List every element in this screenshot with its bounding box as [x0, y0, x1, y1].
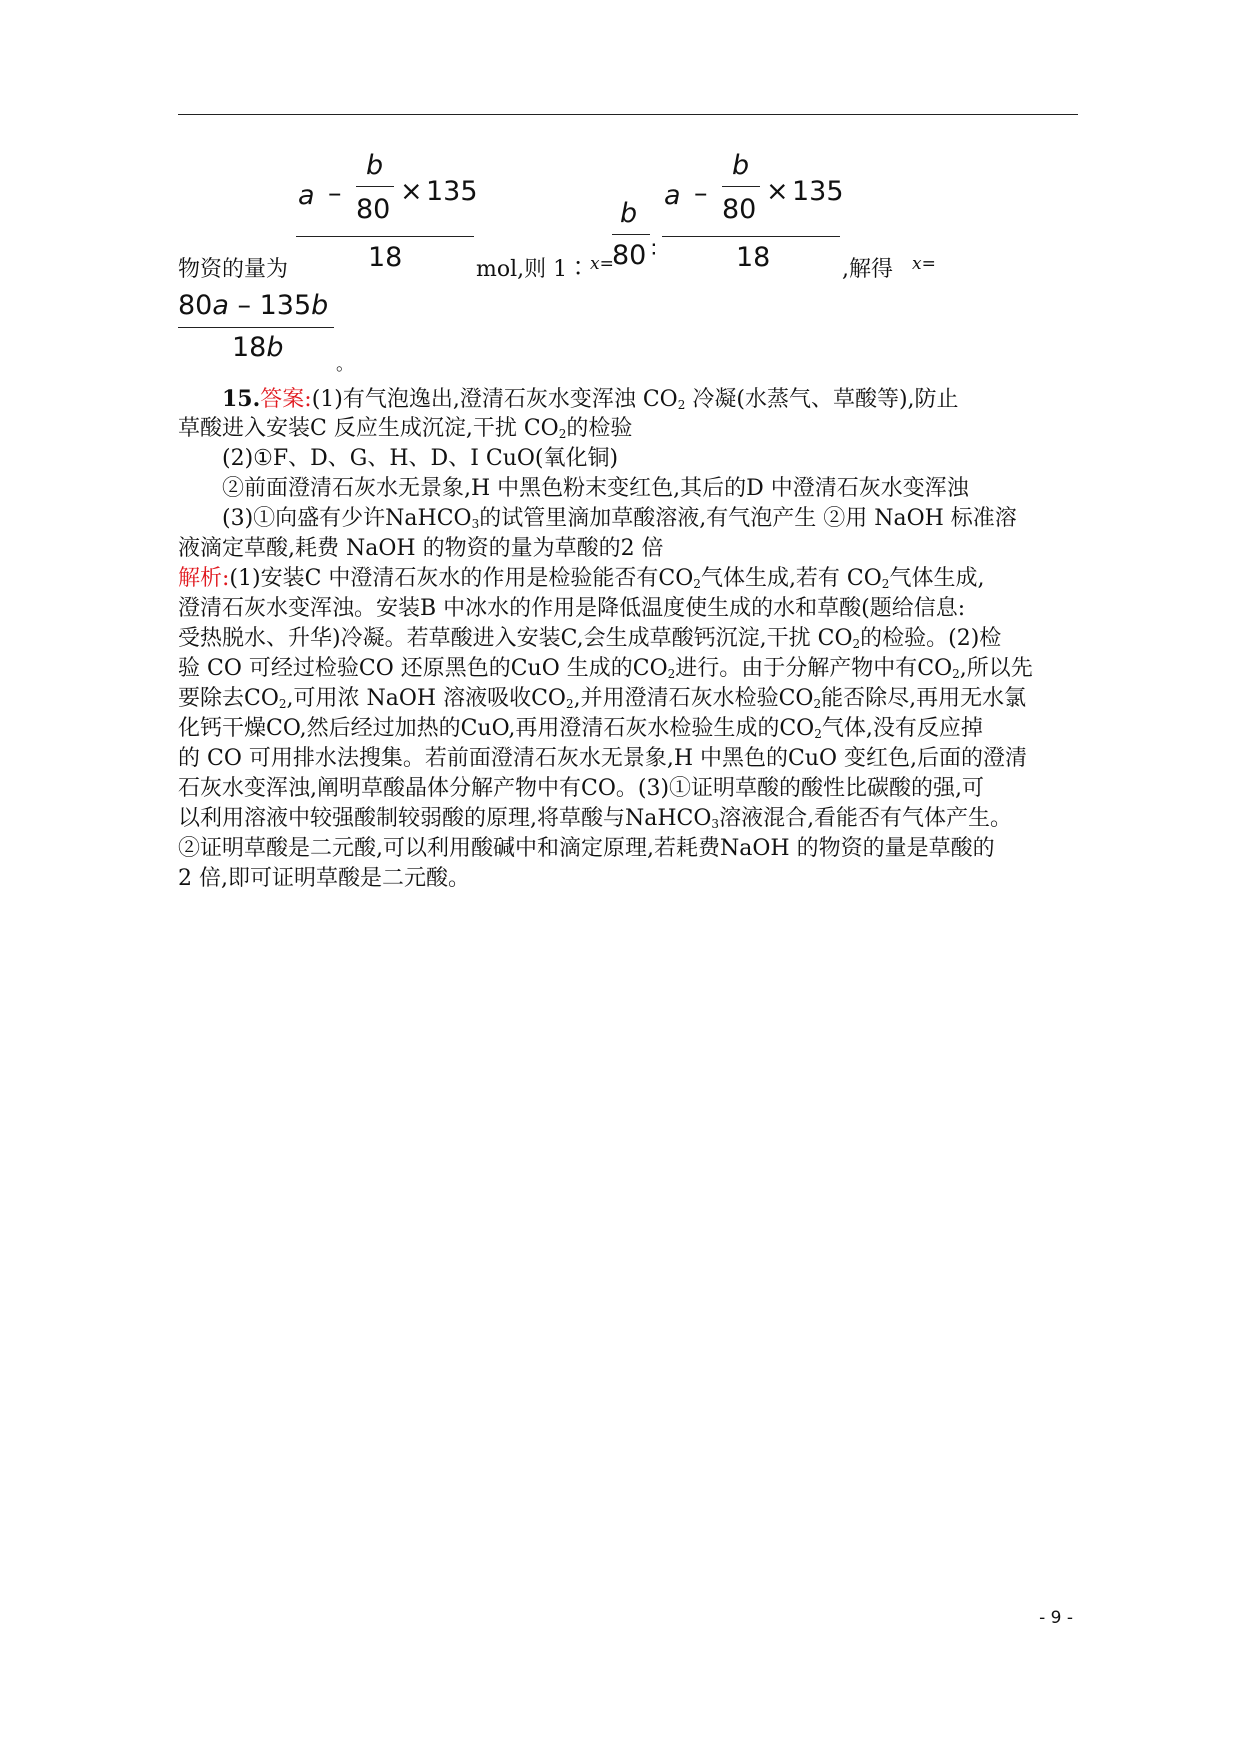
answer-line-1: 15.答案:(1)有气泡逸出,澄清石灰水变浑浊 $CO_2$ 冷凝(水蒸气、草酸等),防止: [222, 386, 959, 412]
analysis-line-10: ②证明草酸是二元酸,可以利用酸碱中和滴定原理,若耗费NaOH 的物资的量是草酸的: [178, 836, 995, 861]
f1-minus: –: [328, 178, 342, 209]
f1-inner-bar: [356, 186, 394, 187]
f3-a: a: [664, 180, 681, 211]
f3-b: b: [732, 150, 750, 181]
f1-main-bar: [296, 236, 474, 237]
formula-mol-text: mol,则 1∶: [476, 257, 590, 282]
f3-minus: –: [694, 178, 708, 209]
formula-x-eq: x=: [590, 254, 614, 274]
analysis-line-4: 验 CO 可经过检验CO 还原黑色的CuO 生成的$CO_2$进行。由于分解产物中有$CO_2$,所以先: [178, 656, 1033, 681]
page-number: - 9 -: [1039, 1608, 1073, 1628]
analysis-line-8: 石灰水变浑浊,阐明草酸晶体分解产物中有CO。(3)①证明草酸的酸性比碳酸的强,可: [178, 776, 985, 801]
answer-line-5: (3)①向盛有少许NaHCO$_3$的试管里滴加草酸溶液,有气泡产生 ②用 NaOH 标准溶: [222, 506, 1017, 531]
analysis-line-1: 解析:(1)安装C 中澄清石灰水的作用是检验能否有$CO_2$气体生成,若有 $CO_2$气体生成,: [178, 566, 985, 591]
result-bar: [178, 327, 334, 328]
analysis-line-11: 2 倍,即可证明草酸是二元酸。: [178, 866, 470, 891]
f3-inner-bar: [722, 186, 760, 187]
formula-colon: ∶: [651, 238, 657, 263]
analysis-line-7: 的 CO 可用排水法搜集。若前面澄清石灰水无景象,H 中黑色的CuO 变红色,后面的澄清: [178, 746, 1028, 771]
result-numerator: 80a – 135b: [178, 290, 329, 321]
formula-end-mark: 。: [336, 354, 354, 375]
f1-a: a: [298, 180, 315, 211]
f2-b: b: [620, 198, 638, 229]
f1-b: b: [366, 150, 384, 181]
formula-solve-text: ,解得: [842, 257, 893, 282]
analysis-line-2: 澄清石灰水变浑浊。安装B 中冰水的作用是降低温度使生成的水和草酸(题给信息:: [178, 596, 966, 621]
analysis-line-6: 化钙干燥CO,然后经过加热的CuO,再用澄清石灰水检验生成的$CO_2$气体,没有反应掉: [178, 716, 983, 741]
result-denominator: 18b: [232, 332, 284, 363]
analysis-line-3: 受热脱水、升华)冷凝。若草酸进入安装C,会生成草酸钙沉淀,干扰 $CO_2$的检验。(2)检: [178, 626, 1002, 651]
answer-section: [178, 384, 1078, 564]
f1-80: 80: [356, 194, 391, 225]
f3-times: ×: [766, 176, 789, 207]
formula-lead-text: 物资的量为: [178, 257, 289, 282]
f1-135: 135: [426, 176, 478, 207]
f3-80: 80: [722, 194, 757, 225]
answer-line-6: 液滴定草酸,耗费 NaOH 的物资的量为草酸的2 倍: [178, 536, 664, 561]
answer-line-3: (2)①F、D、G、H、D、I CuO(氧化铜): [222, 446, 619, 471]
answer-line-4: ②前面澄清石灰水无景象,H 中黑色粉末变红色,其后的D 中澄清石灰水变浑浊: [222, 476, 969, 501]
f3-18: 18: [736, 242, 771, 273]
header-rule: [178, 114, 1078, 115]
analysis-label: 解析:: [178, 566, 230, 591]
f2-80: 80: [612, 240, 647, 271]
f1-times: ×: [400, 176, 423, 207]
answer-label: 答案:: [260, 387, 312, 412]
analysis-line-5: 要除去$CO_2$,可用浓 NaOH 溶液吸收$CO_2$,并用澄清石灰水检验$CO_2$能否除尽,再用无水氯: [178, 686, 1027, 711]
formula-x-eq2: x=: [912, 254, 936, 274]
f1-18: 18: [368, 242, 403, 273]
question-number: 15.: [222, 386, 261, 412]
answer-line-2: 草酸进入安装C 反应生成沉淀,干扰 $CO_2$的检验: [178, 416, 633, 441]
f3-main-bar: [662, 236, 840, 237]
analysis-section: [178, 564, 1078, 894]
analysis-line-9: 以利用溶液中较强酸制较弱酸的原理,将草酸与NaHCO$_3$溶液混合,看能否有气体产生。: [178, 806, 1013, 831]
f3-135: 135: [792, 176, 844, 207]
f2-bar: [612, 234, 650, 235]
